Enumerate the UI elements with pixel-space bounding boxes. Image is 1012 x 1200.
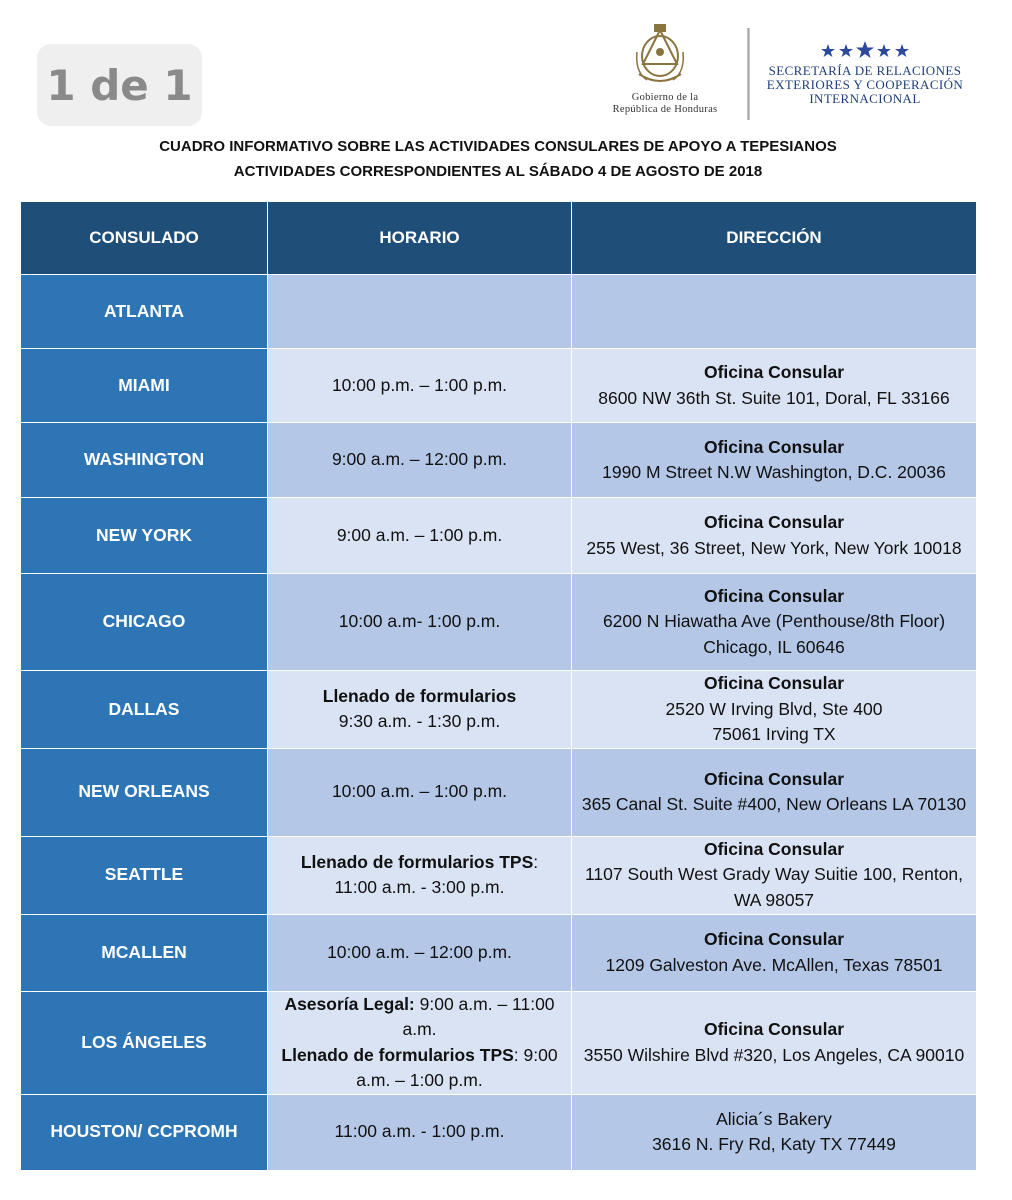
table-row [21, 498, 977, 574]
direccion-cell [572, 275, 977, 349]
header-consulado: CONSULADO [21, 202, 268, 275]
horario-cell [268, 991, 572, 1094]
horario-cell [268, 671, 572, 749]
direccion-title: Oficina Consular [703, 512, 845, 532]
direccion-title: Oficina Consular [703, 838, 845, 859]
horario-text: 9:30 a.m. - 1:30 p.m. [338, 711, 501, 732]
header-direccion: DIRECCIÓN [572, 202, 977, 275]
direccion-text: 365 Canal St. Suite #400, New Orleans LA 70130 [581, 794, 967, 814]
direccion-line-1: 2520 W Irving Blvd, Ste 400 [665, 698, 883, 719]
direccion-cell [572, 1094, 977, 1170]
table-row [21, 574, 977, 671]
direccion-cell [572, 349, 977, 423]
direccion-title: Oficina Consular [703, 362, 845, 382]
horario-text: 11:00 a.m. - 3:00 p.m. [334, 877, 505, 897]
direccion-text: 1990 M Street N.W Washington, D.C. 20036 [602, 462, 946, 482]
direccion-title: Oficina Consular [703, 585, 845, 606]
table-row [21, 275, 977, 349]
sre-line-1: SECRETARÍA DE RELACIONES [768, 63, 962, 78]
consulado-cell: DALLAS [21, 671, 268, 749]
direccion-text: 1107 South West Grady Way Suitie 100, Renton, WA 98057 [584, 864, 964, 910]
consulado-cell: SEATTLE [21, 836, 268, 914]
consulado-cell: ATLANTA [21, 275, 268, 349]
direccion-cell [572, 914, 977, 991]
table-header-row [21, 202, 977, 275]
direccion-title: Oficina Consular [703, 929, 845, 949]
table-row [21, 349, 977, 423]
table-row [21, 991, 977, 1094]
consulado-cell: WASHINGTON [21, 423, 268, 498]
direccion-line-2: 3616 N. Fry Rd, Katy TX 77449 [652, 1134, 896, 1154]
consulado-cell: HOUSTON/ CCPROMH [21, 1094, 268, 1170]
page-indicator: 1 de 1 [37, 44, 202, 126]
horario-cell: 10:00 a.m. – 12:00 p.m. [268, 914, 572, 991]
direccion-cell [572, 748, 977, 836]
gov-line-1: Gobierno de la [631, 92, 699, 103]
horario-cell: 9:00 a.m. – 12:00 p.m. [268, 423, 572, 498]
horario-heading [268, 850, 571, 876]
direccion-cell [572, 991, 977, 1094]
horario-cell: 10:00 a.m. – 1:00 p.m. [268, 748, 572, 836]
horario-bold: Llenado de formularios TPS [300, 851, 534, 872]
horario-text-2: : 9:00 a.m. – 1:00 p.m. [356, 1044, 558, 1090]
direccion-cell [572, 498, 977, 574]
direccion-cell [572, 671, 977, 749]
gov-name [595, 92, 735, 116]
direccion-cell [572, 423, 977, 498]
direccion-line-2: 75061 Irving TX [712, 724, 836, 744]
horario-entry-1 [268, 992, 571, 1043]
title-line-1: CUADRO INFORMATIVO SOBRE LAS ACTIVIDADES CONSULARES DE APOYO A TEPESIANOS [159, 138, 837, 155]
direccion-title: Oficina Consular [703, 768, 845, 789]
consulado-cell: MIAMI [21, 349, 268, 423]
direccion-text: 255 West, 36 Street, New York, New York 10018 [586, 537, 962, 558]
table-row [21, 914, 977, 991]
horario-bold-2: Llenado de formularios TPS [281, 1044, 514, 1065]
direccion-cell [572, 574, 977, 671]
honduras-coat-of-arms-icon [633, 22, 687, 92]
horario-cell [268, 275, 572, 349]
document-title [20, 134, 976, 184]
title-line-2: ACTIVIDADES CORRESPONDIENTES AL SÁBADO 4 DE AGOSTO DE 2018 [233, 163, 763, 180]
consulado-cell: NEW ORLEANS [21, 748, 268, 836]
sre-name [760, 64, 970, 106]
direccion-title: Oficina Consular [703, 1019, 845, 1039]
table-row [21, 748, 977, 836]
consular-activities-table [20, 201, 977, 1171]
horario-cell: 10:00 a.m- 1:00 p.m. [268, 574, 572, 671]
direccion-line-2: Chicago, IL 60646 [703, 636, 845, 657]
consulado-cell: CHICAGO [21, 574, 268, 671]
horario-cell: 10:00 p.m. – 1:00 p.m. [268, 349, 572, 423]
table-row [21, 836, 977, 914]
stars-icon [763, 40, 963, 60]
horario-bold-1: Asesoría Legal: [284, 993, 415, 1014]
header-logos [585, 22, 985, 122]
direccion-line-1: Alicia´s Bakery [716, 1108, 832, 1129]
horario-bold: Llenado de formularios [322, 685, 517, 706]
horario-cell: 9:00 a.m. – 1:00 p.m. [268, 498, 572, 574]
direccion-cell [572, 836, 977, 914]
gov-line-2: República de Honduras [612, 104, 718, 115]
consulado-cell: LOS ÁNGELES [21, 991, 268, 1094]
horario-suffix: : [533, 851, 539, 872]
table-row [21, 423, 977, 498]
horario-entry-2 [268, 1043, 571, 1094]
consulado-cell: MCALLEN [21, 914, 268, 991]
horario-text-1: 9:00 a.m. – 11:00 a.m. [402, 993, 555, 1039]
sre-line-2: EXTERIORES Y COOPERACIÓN [766, 77, 964, 92]
direccion-title: Oficina Consular [703, 673, 845, 693]
direccion-text: 3550 Wilshire Blvd #320, Los Angeles, CA 90010 [583, 1044, 965, 1065]
table-row [21, 1094, 977, 1170]
horario-cell: 11:00 a.m. - 1:00 p.m. [268, 1094, 572, 1170]
sre-line-3: INTERNACIONAL [809, 91, 921, 106]
direccion-text: 8600 NW 36th St. Suite 101, Doral, FL 33166 [598, 387, 950, 408]
direccion-title: Oficina Consular [703, 436, 845, 457]
consulado-cell: NEW YORK [21, 498, 268, 574]
direccion-line-1: 6200 N Hiawatha Ave (Penthouse/8th Floor) [602, 611, 946, 632]
direccion-text: 1209 Galveston Ave. McAllen, Texas 78501 [605, 954, 943, 975]
header-horario: HORARIO [268, 202, 572, 275]
logo-divider [747, 28, 750, 120]
horario-cell [268, 836, 572, 914]
table-row [21, 671, 977, 749]
